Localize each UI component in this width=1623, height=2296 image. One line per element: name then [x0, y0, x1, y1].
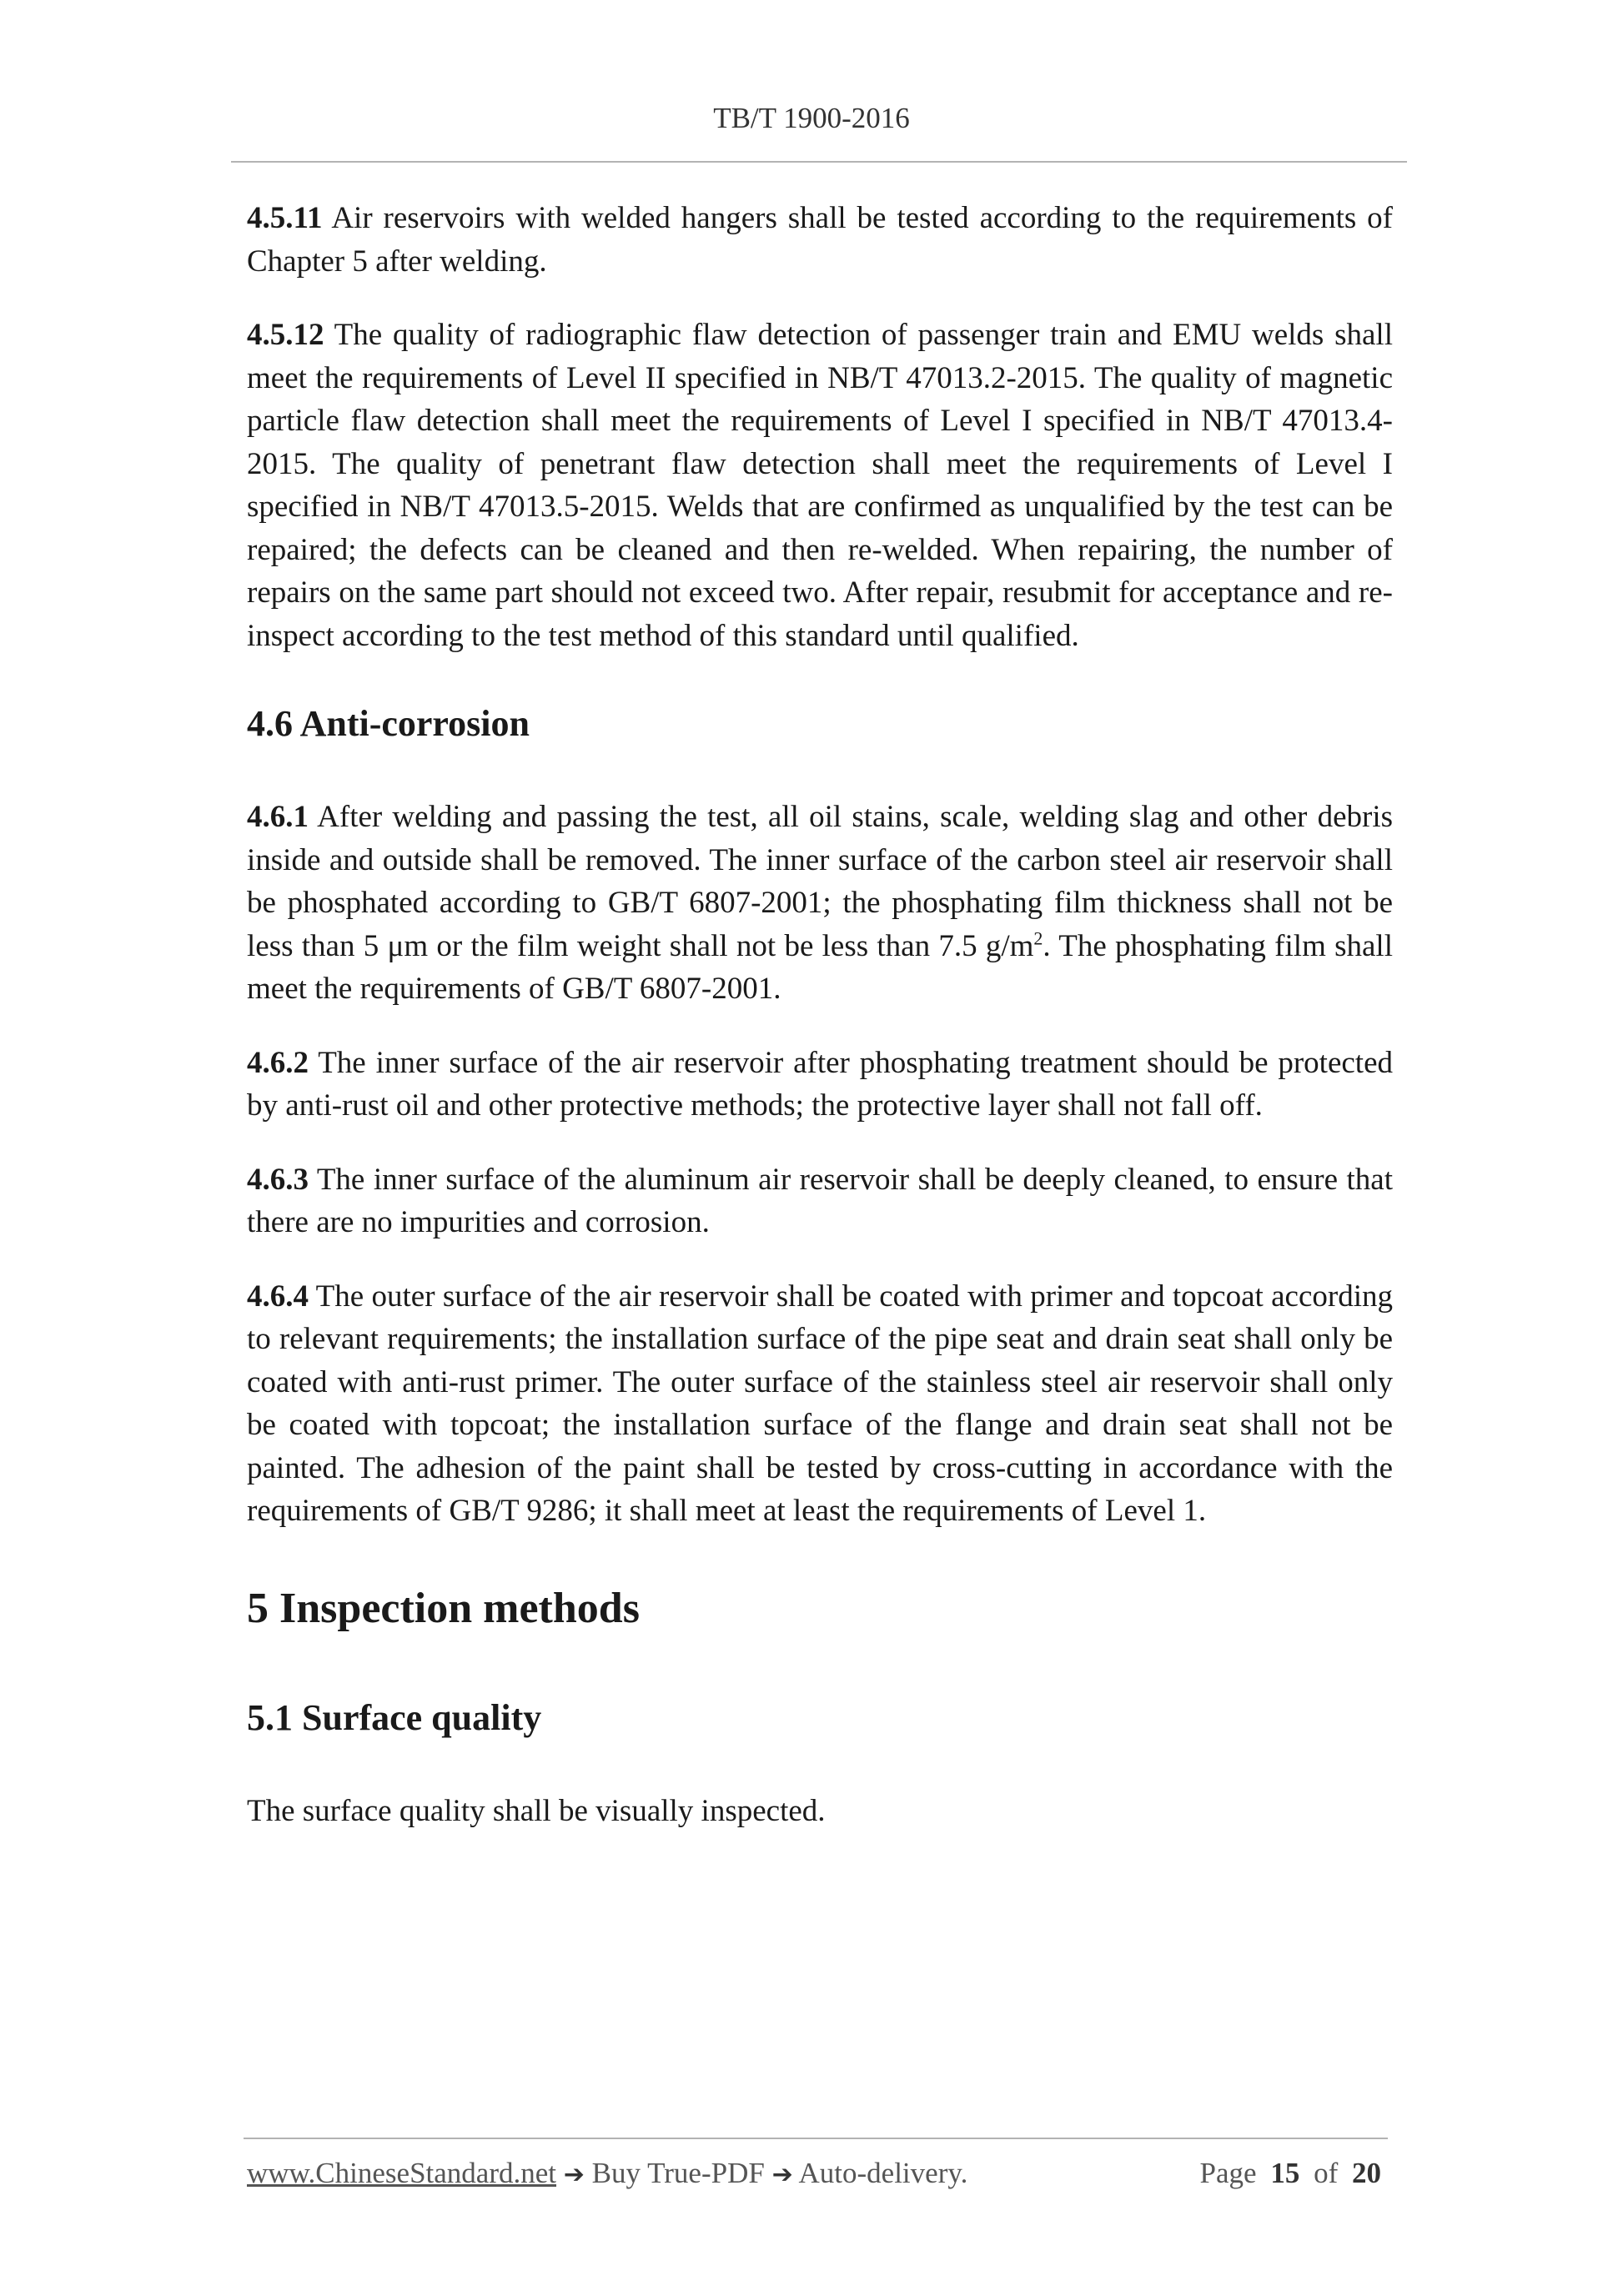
- header-divider: [231, 161, 1407, 163]
- clause-text: Air reservoirs with welded hangers shall be tested according to the requirements of Chapter 5 after welding.: [247, 201, 1393, 279]
- clause-number: 4.6.3: [247, 1162, 309, 1197]
- buy-text: Buy True-PDF: [584, 2157, 772, 2189]
- page-number: [1193, 2157, 1381, 2190]
- page-label: Page: [1199, 2157, 1257, 2189]
- clause-text: The inner surface of the aluminum air reservoir shall be deeply cleaned, to ensure that there are no impurities and corrosion.: [247, 1162, 1393, 1239]
- clause-4-6-1: [247, 796, 1393, 1011]
- page-of: of: [1314, 2157, 1339, 2189]
- site-link[interactable]: www.ChineseStandard.net: [247, 2157, 556, 2189]
- arrow-right-icon: ➔: [771, 2160, 793, 2189]
- section-heading-5-1: 5.1 Surface quality: [247, 1696, 542, 1738]
- clause-number: 4.5.12: [247, 318, 324, 352]
- clause-number: 4.6.1: [247, 800, 309, 834]
- clause-4-6-2: [247, 1042, 1393, 1128]
- page-total: 20: [1352, 2157, 1381, 2189]
- clause-text: The outer surface of the air reservoir shall be coated with primer and topcoat according to relevant requirements; the installation surface of the pipe seat and drain seat shall only be coated with anti-rust primer. The outer surface of the stainless steel air reservoir shall only be coated with topcoat; the installation surface of the flange and drain seat shall not be painted. The adhesion of the paint shall be tested by cross-cutting in accordance with the requirements of GB/T 9286; it shall meet at least the requirements of Level 1.: [247, 1279, 1393, 1528]
- clause-4-6-3: [247, 1158, 1393, 1244]
- section-heading-4-6: 4.6 Anti-corrosion: [247, 703, 530, 744]
- clause-5-1-text: The surface quality shall be visually inspected.: [247, 1793, 826, 1828]
- clause-number: 4.6.4: [247, 1279, 309, 1314]
- footer-divider: [244, 2138, 1388, 2139]
- delivery-text: Auto-delivery.: [792, 2157, 968, 2189]
- chapter-heading-5: 5 Inspection methods: [247, 1584, 640, 1632]
- clause-number: 4.5.11: [247, 201, 323, 235]
- page-content: [247, 197, 1393, 1832]
- page-footer: [247, 2157, 1381, 2190]
- clause-4-6-4: [247, 1275, 1393, 1533]
- clause-4-5-11: [247, 197, 1393, 283]
- footer-promo: [247, 2157, 967, 2190]
- arrow-right-icon: ➔: [563, 2160, 585, 2189]
- page-current: 15: [1270, 2157, 1300, 2189]
- clause-text: The inner surface of the air reservoir after phosphating treatment should be protected by anti-rust oil and other protective methods; the protective layer shall not fall off.: [247, 1045, 1393, 1123]
- clause-4-5-12: [247, 314, 1393, 657]
- clause-text: After welding and passing the test, all oil stains, scale, welding slag and other debris inside and outside shall be removed. The inner surface of the carbon steel air reservoir shall be phosphated according to GB/T 6807-2001; the phosphating film thickness shall not be less than 5 μm or the film weight shall not be less than 7.5 g/m: [247, 800, 1393, 963]
- clause-number: 4.6.2: [247, 1045, 309, 1080]
- clause-text: The quality of radiographic flaw detection of passenger train and EMU welds shall meet the requirements of Level II specified in NB/T 47013.2-2015. The quality of magnetic particle flaw detection shall meet the requirements of Level I specified in NB/T 47013.4-2015. The quality of penetrant flaw detection shall meet the requirements of Level I specified in NB/T 47013.5-2015. Welds that are confirmed as unqualified by the test can be repaired; the defects can be cleaned and then re-welded. When repairing, the number of repairs on the same part should not exceed two. After repair, resubmit for acceptance and re-inspect according to the test method of this standard until qualified.: [247, 318, 1393, 653]
- superscript: 2: [1033, 927, 1043, 949]
- running-header: TB/T 1900-2016: [713, 102, 910, 134]
- clause-text-continued: . The phosphating film shall meet the requirements of GB/T 6807-2001.: [247, 928, 1393, 1006]
